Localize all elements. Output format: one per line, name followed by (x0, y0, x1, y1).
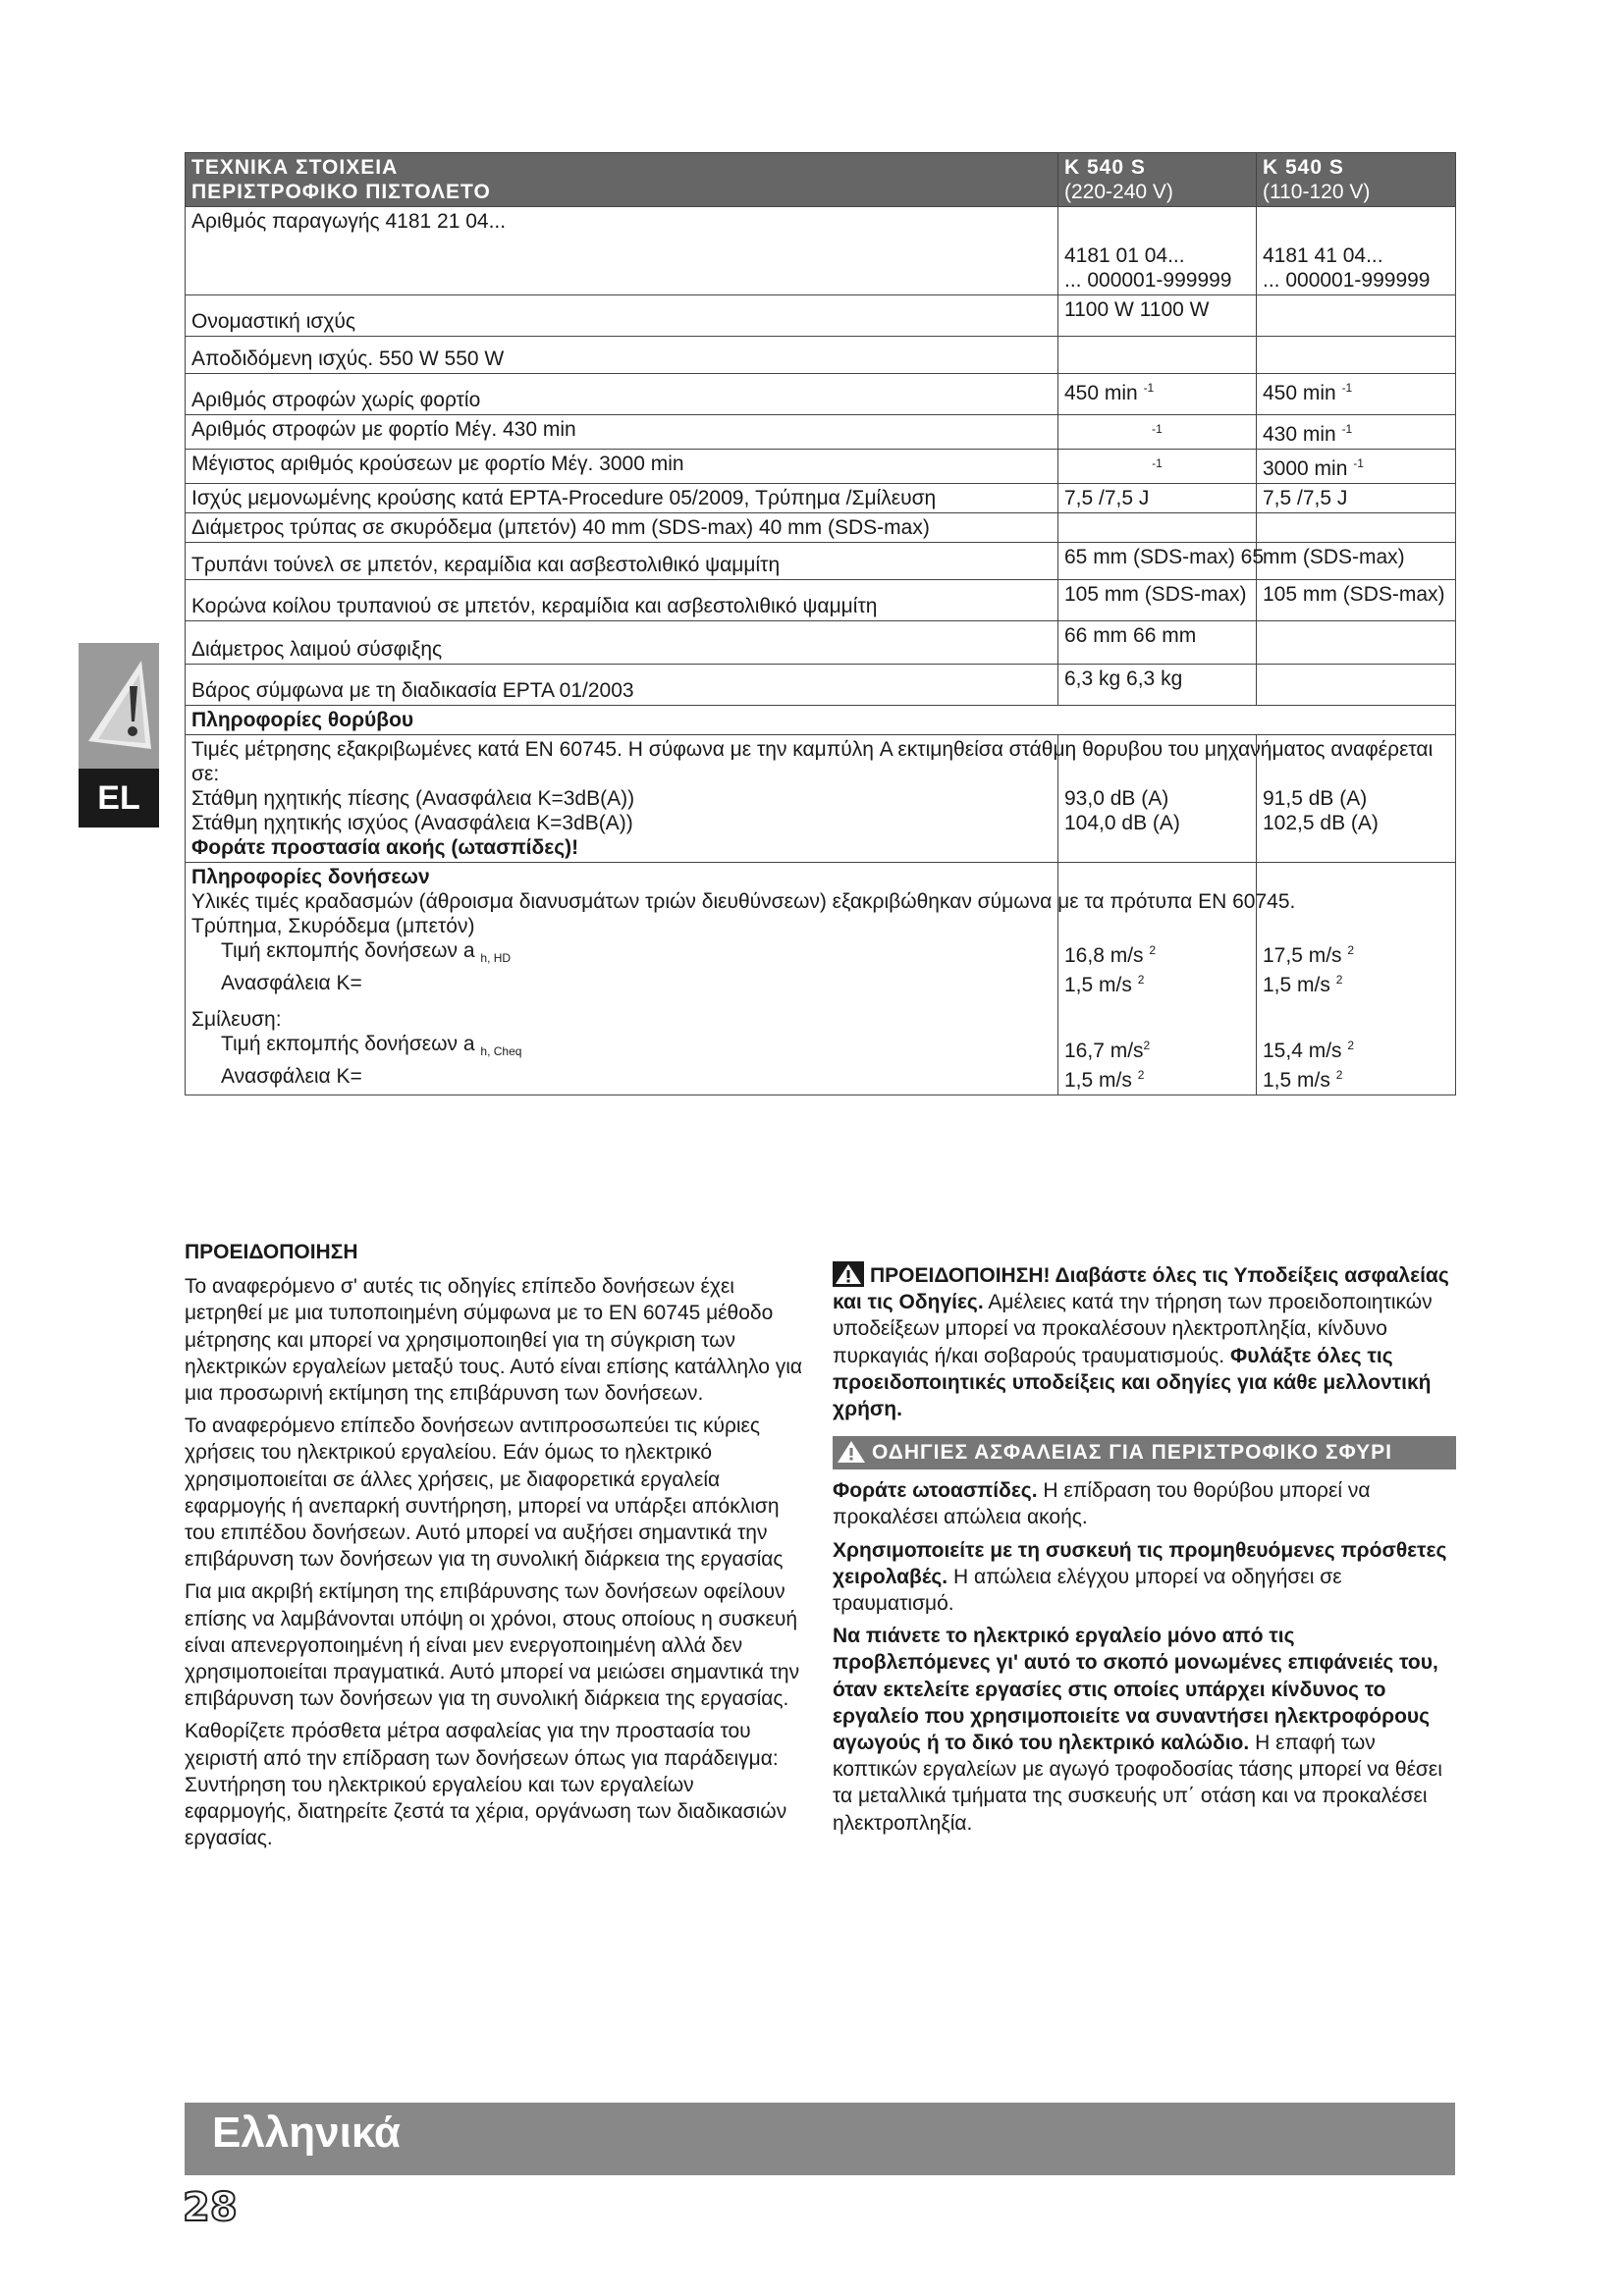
vibration-warning-column (185, 1239, 803, 1857)
tunnel-drill-a: 65 mm (SDS-max) 65 (1058, 543, 1257, 580)
noise-row (186, 735, 1456, 863)
noise-intro: Τιμές μέτρησης εξακριβωμένες κατά EN 60745. Η σύφωνα με την καμπύλη A εκτιμηθείσα στάθμη θορυβου του μηχανήματος αναφέρεται σε: (191, 738, 1434, 785)
impact-energy-a: 7,5 /7,5 J (1058, 484, 1257, 513)
weight-label: Βάρος σύμφωνα με τη διαδικασία EPTA 01/2003 (186, 665, 1058, 706)
warning-paragraph: Το αναφερόμενο σ' αυτές τις οδηγίες επίπεδο δονήσεων έχει μετρηθεί με μια τυποποιημένη σύμφωνα με το EN 60745 μέθοδο μέτρησης και μπορεί να χρησιμοποιηθεί για τη σύγκριση των ηλεκτρικών εργαλείων μεταξύ τους. Αυτό είναι επίσης κατάλληλο για μια προσωρινή εκτίμηση της επιβάρυνση των δονήσεων. (185, 1275, 803, 1406)
drilling-k-label: Ανασφάλεια K= (221, 972, 362, 995)
sound-power-a: 104,0 dB (A) (1064, 812, 1180, 834)
language-footer-bar (185, 2103, 1455, 2175)
impact-energy-label: Ισχύς μεμονωμένης κρούσης κατά EPTA-Procedure 05/2009, Τρύπημα /Σμίλευση (186, 484, 1058, 513)
safety-item: Χρησιμοποιείτε με τη συσκευή τις προμηθευόμενες πρόσθετες χειρολαβές. Η απώλεια ελέγχου μπορεί να οδηγήσει σε τραυματισμό. (833, 1538, 1447, 1616)
table-row (186, 543, 1456, 580)
empty-cell (1257, 337, 1456, 374)
sound-power-label: Στάθμη ηχητικής ισχύος (Ανασφάλεια K=3dB(A)) (191, 812, 633, 834)
tunnel-drill-label: Τρυπάνι τούνελ σε μπετόν, κεραμίδια και ασβεστολιθικό ψαμμίτη (186, 543, 1058, 580)
empty-cell (1058, 513, 1257, 543)
general-warning: ΠΡΟΕΙΔΟΠΟΙΗΣΗ! Διαβάστε όλες τις Υποδείξεις ασφαλείας και τις Οδηγίες. Αμέλειες κατά την τήρηση των προειδοποιητικών υποδείξεων μπορεί να προκαλέσουν ηλεκτροπληξία, κίνδυνο πυρκαγιάς ή/και σοβαρούς τραυματισμούς. Φυλάξτε όλες τις προειδοποιητικές υποδείξεις και οδηγίες για κάθε μελλοντική χρήση. (833, 1261, 1456, 1422)
table-row (186, 450, 1456, 484)
table-row (186, 207, 1456, 295)
empty-cell (1257, 665, 1456, 706)
core-drill-a: 105 mm (SDS-max) (1058, 580, 1257, 621)
drilling-vibration-a: 16,8 m/s $^2$ (1064, 943, 1157, 967)
impact-rate-label: Μέγιστος αριθμός κρούσεων με φορτίο Μέγ. 3000 min (186, 450, 1058, 484)
drilling-k-a: 1,5 m/s $^2$ (1064, 973, 1145, 996)
empty-cell (1257, 621, 1456, 665)
table-header-row (186, 153, 1456, 207)
side-tab-icon-box (79, 643, 159, 769)
production-a: 4181 01 04... ... 000001-999999 (1058, 207, 1257, 295)
core-drill-label: Κορώνα κοίλου τρυπανιού σε μπετόν, κεραμίδια και ασβεστολιθικό ψαμμίτη (186, 580, 1058, 621)
warning-paragraph: Το αναφερόμενο επίπεδο δονήσεων αντιπροσωπεύει τις κύριες χρήσεις του ηλεκτρικού εργαλείου. Εάν όμως το ηλεκτρικό χρησιμοποιείται σε άλλες χρήσεις, με διαφορετικά εργαλεία εφαρμογής ή ανεπαρκή συντήρηση, μπορεί να υπάρξει απόκλιση του επιπέδου δονήσεων. Αυτό μπορεί να αυξήσει σημαντικά την επιβάρυνση των δονήσεων για τη συνολική διάρκεια της εργασίας (185, 1415, 784, 1572)
warning-heading: ΠΡΟΕΙΔΟΠΟΙΗΣΗ (185, 1241, 358, 1263)
table-title: ΤΕΧΝΙΚΑ ΣΤΟΙΧΕΙΑ ΠΕΡΙΣΤΡΟΦΙΚΟ ΠΙΣΤΟΛΕΤΟ (186, 153, 1058, 207)
warning-paragraph: Καθορίζετε πρόσθετα μέτρα ασφαλείας για την προστασία του χειριστή από την επίδραση των δονήσεων όπως για παράδειγμα: Συντήρηση του ηλεκτρικού εργαλείου και των εργαλείων εφαρμογής, διατηρείτε ζεστά τα χέρια, οργάνωση των διαδικασιών εργασίας. (185, 1720, 787, 1850)
chiselling-k-a: 1,5 m/s $^2$ (1064, 1068, 1145, 1092)
table-row (186, 374, 1456, 415)
sound-pressure-b: 91,5 dB (A) (1263, 787, 1368, 810)
impact-rate-b: 3000 min $^{-1}$ (1257, 450, 1456, 484)
noise-title: Πληροφορίες θορύβου (186, 706, 1456, 735)
page-number: 28 (183, 2185, 238, 2230)
drilling-vibration-b: 17,5 m/s $^2$ (1263, 943, 1355, 967)
chiselling-vibration-a: 16,7 $m/s^2$ (1064, 1039, 1151, 1062)
table-row (186, 513, 1456, 543)
sound-power-b: 102,5 dB (A) (1263, 812, 1379, 834)
empty-cell (1058, 337, 1257, 374)
table-row (186, 621, 1456, 665)
table-row (186, 295, 1456, 337)
rated-power-label: Ονομαστική ισχύς (186, 295, 1058, 337)
collar-diameter-value: 66 mm 66 mm (1058, 621, 1257, 665)
drilling-k-b: 1,5 m/s $^2$ (1263, 973, 1343, 996)
impact-energy-b: 7,5 /7,5 J (1257, 484, 1456, 513)
drilling-emission-label: Τιμή εκπομπής δονήσεων a $_{h, HD}$ (221, 939, 512, 966)
sound-pressure-a: 93,0 dB (A) (1064, 787, 1169, 810)
language-code: EL (79, 769, 159, 828)
load-speed-label: Αριθμός στροφών με φορτίο Μέγ. 430 min (186, 415, 1058, 450)
table-row (186, 665, 1456, 706)
sound-pressure-label: Στάθμη ηχητικής πίεσης (Ανασφάλεια K=3dB(A)) (191, 787, 635, 810)
noise-title-row (186, 706, 1456, 735)
load-speed-a: -1 (1058, 415, 1257, 450)
collar-diameter-label: Διάμετρος λαιμού σύσφιξης (186, 621, 1058, 665)
vibration-title: Πληροφορίες δονήσεων (191, 866, 430, 888)
production-number-label: Αριθμός παραγωγής 4181 21 04... (186, 207, 1058, 295)
no-load-speed-a: 450 min $^{-1}$ (1058, 374, 1257, 415)
chiselling-label: Σμίλευση: (191, 1008, 282, 1032)
empty-cell (1257, 295, 1456, 337)
production-b: 4181 41 04... ... 000001-999999 (1257, 207, 1456, 295)
chiselling-k-b: 1,5 m/s $^2$ (1263, 1068, 1343, 1092)
safety-instructions-bar (833, 1436, 1456, 1469)
chiselling-k-label: Ανασφάλεια K= (221, 1065, 362, 1089)
table-row (186, 415, 1456, 450)
load-speed-b: 430 min $^{-1}$ (1257, 415, 1456, 450)
tunnel-drill-b: mm (SDS-max) (1257, 543, 1456, 580)
technical-data-table (185, 152, 1456, 1095)
chiselling-vibration-b: 15,4 m/s $^2$ (1263, 1039, 1355, 1062)
drill-diameter-label: Διάμετρος τρύπας σε σκυρόδεμα (μπετόν) 40 mm (SDS-max) 40 mm (SDS-max) (186, 513, 1058, 543)
weight-value: 6,3 kg 6,3 kg (1058, 665, 1257, 706)
rated-power-value: 1100 W 1100 W (1058, 295, 1257, 337)
table-row (186, 580, 1456, 621)
ear-protection-warning: Φοράτε προστασία ακοής (ωτασπίδες)! (191, 836, 579, 859)
no-load-speed-b: 450 min $^{-1}$ (1257, 374, 1456, 415)
warning-triangle-icon (79, 643, 159, 769)
no-load-speed-label: Αριθμός στροφών χωρίς φορτίο (186, 374, 1058, 415)
language-side-tab (79, 643, 159, 828)
table-row (186, 337, 1456, 374)
model-b-header: K 540 S (110-120 V) (1257, 153, 1456, 207)
chiselling-emission-label: Τιμή εκπομπής δονήσεων a $_{h, Cheq}$ (221, 1033, 522, 1059)
warning-icon (833, 1261, 864, 1287)
safety-title: ΟΔΗΓΙΕΣ ΑΣΦΑΛΕΙΑΣ ΓΙΑ ΠΕΡΙΣΤΡΟΦΙΚΟ ΣΦΥΡΙ (872, 1441, 1392, 1465)
empty-cell (1257, 513, 1456, 543)
language-title: Ελληνικά (212, 2109, 401, 2157)
warning-icon (837, 1440, 866, 1464)
table-row (186, 484, 1456, 513)
drilling-label: Τρύπημα, Σκυρόδεμα (μπετόν) (191, 915, 475, 937)
safety-item: Να πιάνετε το ηλεκτρικό εργαλείο μόνο από τις προβλεπόμενες γι' αυτό το σκοπό μονωμένες επιφάνειές του, όταν εκτελείτε εργασίες στις οποίες υπάρχει κίνδυνος το εργαλείο που χρησιμοποιείτε να συναντήσει ηλεκτροφόρους αγωγούς ή το δικό του ηλεκτρικό καλώδιο. Η επαφή των κοπτικών εργαλείων με αγωγό τροφοδοσίας τάσης μπορεί να θέσει τα μεταλλικά τμήματα της συσκευής υπ΄ οτάση και να προκαλέσει ηλεκτροπληξία. (833, 1625, 1442, 1835)
output-power-label: Αποδιδόμενη ισχύς. 550 W 550 W (186, 337, 1058, 374)
impact-rate-a: -1 (1058, 450, 1257, 484)
vibration-row (186, 863, 1456, 1095)
safety-column (833, 1261, 1456, 1842)
model-a-header: K 540 S (220-240 V) (1058, 153, 1257, 207)
safety-item: Φοράτε ωτοασπίδες. Η επίδραση του θορύβου μπορεί να προκαλέσει απώλεια ακοής. (833, 1479, 1371, 1529)
warning-paragraph: Για μια ακριβή εκτίμηση της επιβάρυνσης των δονήσεων οφείλουν επίσης να λαμβάνονται υπόψη οι χρόνοι, στους οποίους η συσκευή είναι απενεργοποιημένη ή είναι μεν ενεργοποιημένη αλλά δεν χρησιμοποιείται πραγματικά. Αυτό μπορεί να μειώσει σημαντικά την επιβάρυνση των δονήσεων για τη συνολική διάρκεια της εργασίας. (185, 1580, 800, 1711)
vibration-intro: Υλικές τιμές κραδασμών (άθροισμα διανυσμάτων τριών διευθύνσεων) εξακριβώθηκαν σύμωνα με τα πρότυπα EN 60745. (191, 890, 1296, 913)
core-drill-b: 105 mm (SDS-max) (1257, 580, 1456, 621)
